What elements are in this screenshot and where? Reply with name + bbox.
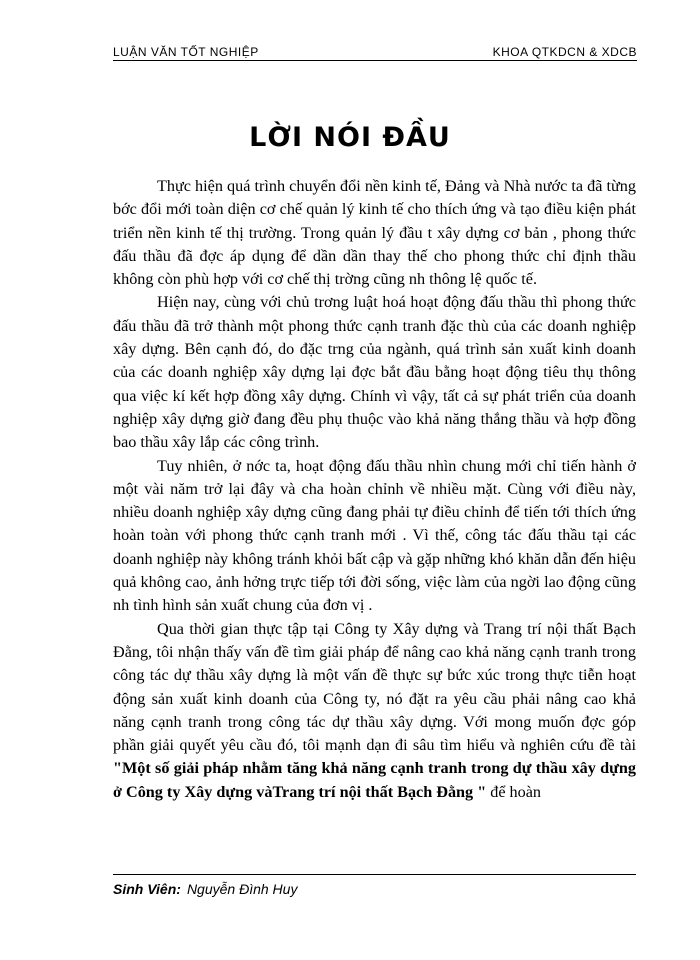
- header-faculty-label: KHOA QTKDCN & XDCB: [492, 45, 637, 59]
- paragraph-4: [113, 618, 636, 804]
- document-body: [113, 175, 636, 804]
- paragraph-3: Tuy nhiên, ở nớc ta, hoạt động đấu thầu nhìn chung mới chỉ tiến hành ở một vài năm trở lại đây và cha hoàn chỉnh về nhiều mặt. Cùng với điều này, nhiều doanh nghiệp xây dựng cũng đang phải tự điều chỉnh để tiến tới thích ứng hoàn toàn với phong thức cạnh tranh mới . Vì thế, công tác đấu thầu tại các doanh nghiệp này không tránh khỏi bất cập và gặp những khó khăn dẫn đến hiệu quả không cao, ảnh hởng trực tiếp tới đời sống, việc làm của ngời lao động cũng nh tình hình sản xuất chung của đơn vị .: [113, 456, 636, 615]
- page-header: [113, 38, 637, 61]
- paragraph-4-tail: để hoàn: [490, 782, 542, 801]
- paragraph-2: Hiện nay, cùng với chủ trơng luật hoá hoạt động đấu thầu thì phong thức đấu thầu đã trở thành một phong thức cạnh tranh đặc thù của các doanh nghiệp xây dựng. Bên cạnh đó, do đặc trng của ngành, quá trình sản xuất kinh doanh của các doanh nghiệp xây dựng lại đợc bắt đầu bằng hoạt động tiêu thụ thông qua việc kí kết hợp đồng xây dựng. Chính vì vậy, tất cả sự phát triển của doanh nghiệp xây dựng giờ đang đều phụ thuộc vào khả năng thắng thầu và hợp đồng bao thầu xây lắp các công trình.: [113, 293, 636, 452]
- page-title: LỜI NÓI ĐẦU: [249, 122, 451, 153]
- page-footer: [113, 874, 636, 897]
- footer-student-name: Nguyễn Đình Huy: [186, 881, 298, 897]
- paragraph-1: Thực hiện quá trình chuyển đổi nền kinh tế, Đảng và Nhà nước ta đã từng bớc đổi mới toàn diện cơ chế quản lý kinh tế cho thích ứng và tạo điều kiện phát triển nền kinh tế thị trường. Trong quản lý đầu t xây dựng cơ bản , phong thức đấu thầu đã đợc áp dụng để dần dần thay thế cho phong thức chỉ định thầu không còn phù hợp với cơ chế thị trờng cũng nh thông lệ quốc tế.: [113, 177, 636, 289]
- thesis-topic-title: "Một số giải pháp nhằm tăng khả năng cạnh tranh trong dự thầu xây dựng ở Công ty Xây dựng vàTrang trí nội thất Bạch Đằng ": [113, 759, 636, 801]
- paragraph-4-text: Qua thời gian thực tập tại Công ty Xây dựng và Trang trí nội thất Bạch Đằng, tôi nhận thấy vấn đề tìm giải pháp để nâng cao khả năng cạnh tranh trong công tác dự thầu xây dựng là một vấn đề thực sự bức xúc trong thực tiễn hoạt động sản xuất kinh doanh của Công ty, nó đặt ra yêu cầu phải nâng cao khả năng cạnh tranh trong công tác dự thầu xây dựng. Với mong muốn đợc góp phần giải quyết yêu cầu đó, tôi mạnh dạn đi sâu tìm hiểu và nghiên cứu đề tài: [113, 619, 636, 755]
- header-thesis-label: LUẬN VĂN TỐT NGHIỆP: [113, 45, 259, 59]
- footer-student-label: Sinh Viên:: [113, 881, 181, 897]
